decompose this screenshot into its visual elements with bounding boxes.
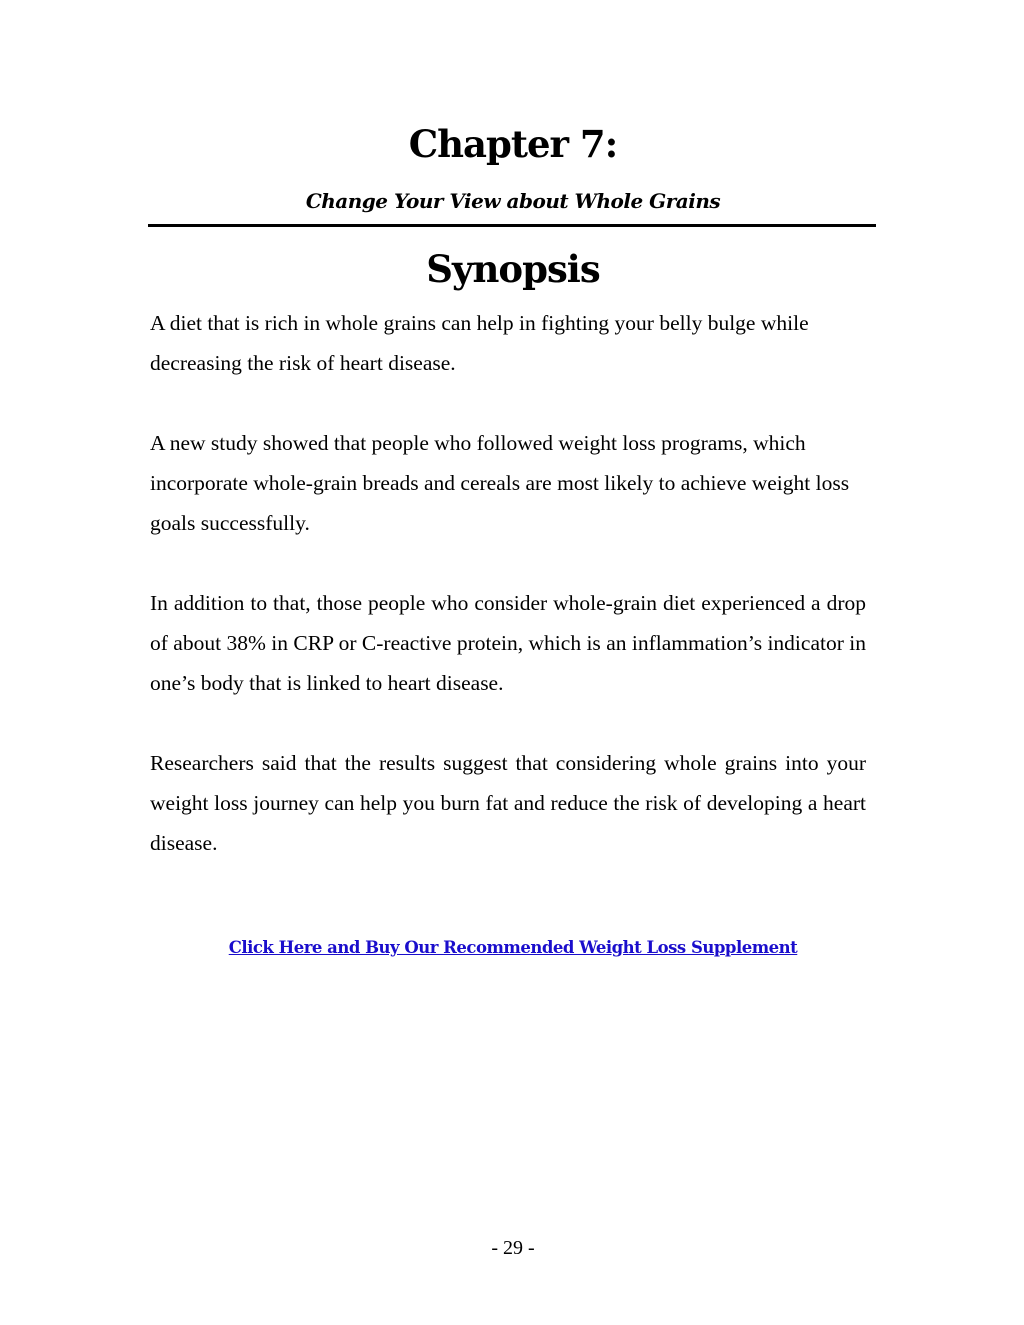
paragraph-1: A diet that is rich in whole grains can help in fighting your belly bulge while decreasing the risk of heart disease. (150, 311, 809, 375)
paragraph-2: A new study showed that people who followed weight loss programs, which incorporate whole-grain breads and cereals are most likely to achieve weight loss goals successfully. (150, 431, 850, 535)
body-text (150, 303, 866, 903)
section-title: Synopsis (426, 247, 600, 291)
heading-divider (148, 224, 876, 227)
page-number: - 29 - (491, 1237, 535, 1259)
paragraph-3: In addition to that, those people who consider whole-grain diet experienced a drop of about 38% in CRP or C-reactive protein, which is an inflammation’s indicator in one’s body that is linked to heart disease. (150, 591, 866, 695)
chapter-title: Chapter 7: (408, 122, 618, 166)
buy-supplement-link[interactable]: Click Here and Buy Our Recommended Weight Loss Supplement (228, 938, 798, 957)
paragraph-4: Researchers said that the results suggest that considering whole grains into your weight loss journey can help you burn fat and reduce the risk of developing a heart disease. (150, 751, 866, 855)
chapter-subtitle: Change Your View about Whole Grains (305, 189, 721, 213)
cta-container (150, 938, 876, 957)
